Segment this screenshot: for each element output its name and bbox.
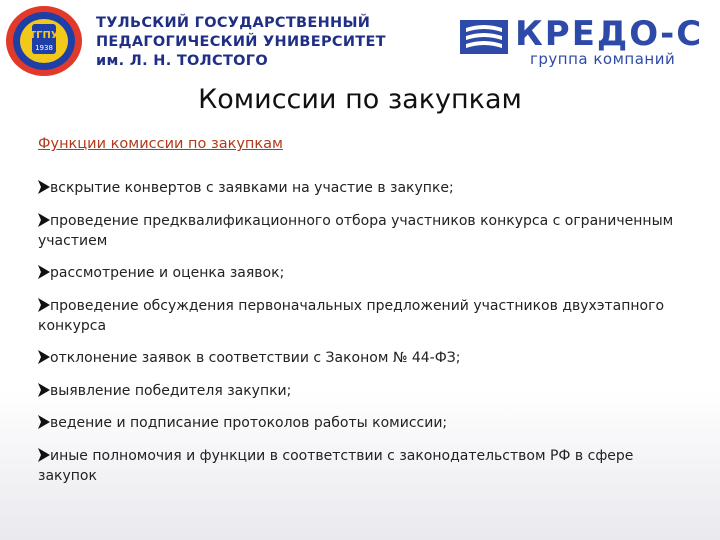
university-name-line: ТУЛЬСКИЙ ГОСУДАРСТВЕННЫЙ bbox=[96, 15, 371, 31]
list-item-text: иные полномочия и функции в соответствии с законодательством РФ в сфере закупок bbox=[38, 447, 634, 484]
list-item bbox=[38, 296, 678, 336]
functions-list bbox=[38, 178, 678, 498]
list-item bbox=[38, 263, 678, 283]
arrow-bullet-icon bbox=[38, 180, 50, 194]
list-item-text: выявление победителя закупки; bbox=[50, 382, 292, 399]
arrow-bullet-icon bbox=[38, 265, 50, 279]
university-logo-year: 1938 bbox=[35, 44, 53, 52]
list-item-text: рассмотрение и оценка заявок; bbox=[50, 265, 285, 281]
university-name-line: им. Л. Н. ТОЛСТОГО bbox=[96, 53, 268, 69]
arrow-bullet-icon bbox=[38, 448, 50, 462]
list-item bbox=[38, 178, 678, 198]
arrow-bullet-icon bbox=[38, 415, 50, 429]
arrow-bullet-icon bbox=[38, 383, 50, 397]
list-item-text: вскрытие конвертов с заявками на участие в закупке; bbox=[50, 180, 454, 196]
list-item-text: проведение предквалификационного отбора участников конкурса с ограниченным участием bbox=[38, 212, 674, 249]
list-item-text: ведение и подписание протоколов работы комиссии; bbox=[50, 415, 448, 431]
list-item bbox=[38, 348, 678, 368]
company-subtitle: группа компаний bbox=[530, 50, 676, 68]
slide-title: Комиссии по закупкам bbox=[198, 84, 522, 115]
list-item bbox=[38, 211, 678, 251]
university-logo bbox=[4, 4, 86, 78]
list-item-text: проведение обсуждения первоначальных предложений участников двухэтапного конкурса bbox=[38, 297, 665, 334]
list-item-text: отклонение заявок в соответствии с Законом № 44-ФЗ; bbox=[50, 350, 461, 366]
list-item bbox=[38, 381, 678, 401]
slide-subtitle: Функции комиссии по закупкам bbox=[38, 136, 283, 152]
list-item bbox=[38, 446, 678, 486]
arrow-bullet-icon bbox=[38, 350, 50, 364]
university-name-line: ПЕДАГОГИЧЕСКИЙ УНИВЕРСИТЕТ bbox=[96, 34, 386, 50]
list-item bbox=[38, 413, 678, 433]
arrow-bullet-icon bbox=[38, 213, 50, 227]
company-name: КРЕДО-С bbox=[515, 14, 704, 54]
university-name bbox=[96, 14, 386, 71]
arrow-bullet-icon bbox=[38, 298, 50, 312]
university-logo-text: ТГПУ bbox=[29, 30, 59, 41]
